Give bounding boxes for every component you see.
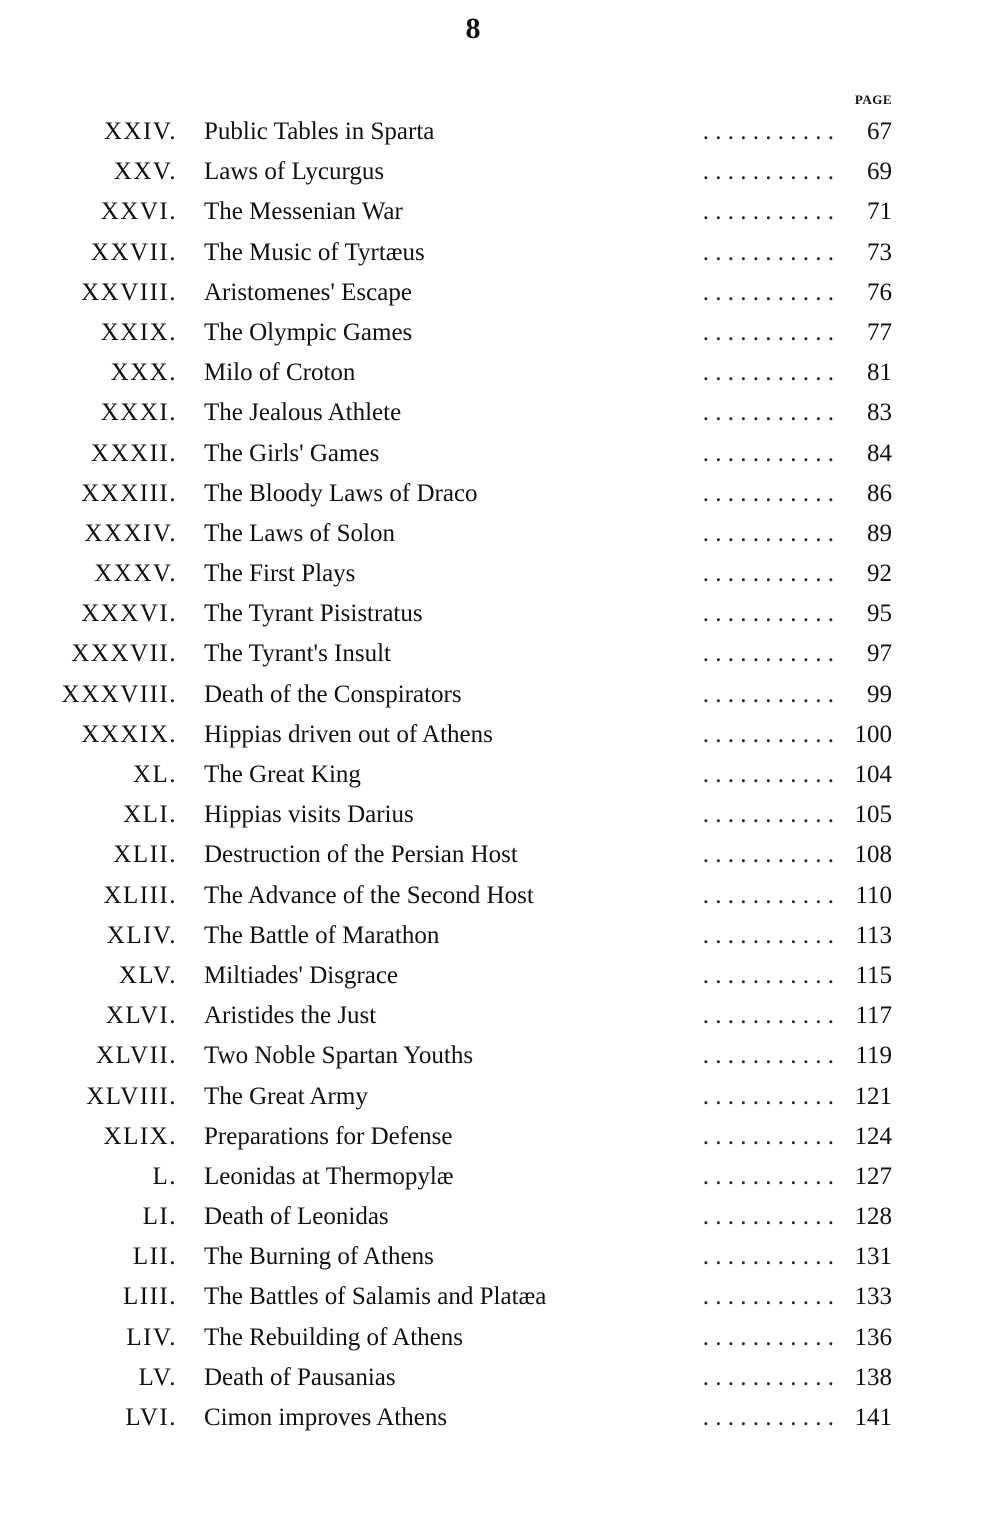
toc-entry: [0, 996, 1000, 1036]
dot-leader: . . . . . . . . . . .: [702, 439, 834, 467]
chapter-page-number: 97: [867, 640, 892, 668]
chapter-title-cell: [204, 1318, 834, 1358]
chapter-number: XXVII.: [90, 238, 177, 266]
chapter-title-cell: [204, 1358, 834, 1398]
toc-entry: [0, 1077, 1000, 1117]
dot-leader: . . . . . . . . . . .: [702, 1243, 834, 1271]
dot-leader: . . . . . . . . . . .: [702, 1404, 834, 1431]
chapter-title-cell: [204, 1398, 834, 1438]
dot-leader: . . . . . . . . . . .: [702, 118, 834, 145]
dot-leader: . . . . . . . . . . .: [702, 761, 834, 788]
chapter-title: The Laws of Solon: [204, 520, 403, 547]
chapter-number: LIII.: [123, 1283, 177, 1311]
chapter-page-number: 138: [854, 1363, 892, 1391]
chapter-title: Cimon improves Athens: [204, 1404, 455, 1431]
chapter-title-cell: [204, 996, 834, 1036]
chapter-title-cell: [204, 876, 834, 916]
toc-entry: [0, 634, 1000, 674]
chapter-number: XLIII.: [103, 881, 177, 909]
chapter-number: LV.: [138, 1363, 177, 1391]
chapter-page-number: 127: [854, 1162, 892, 1190]
chapter-title-cell: [204, 1197, 834, 1237]
chapter-page-number: 108: [854, 841, 892, 869]
toc-entry: [0, 675, 1000, 715]
chapter-number: XXXVIII.: [61, 680, 177, 708]
dot-leader: . . . . . . . . . . .: [702, 961, 834, 989]
toc-entry: [0, 916, 1000, 956]
toc-entry: [0, 755, 1000, 795]
chapter-page-number: 110: [855, 881, 892, 909]
dot-leader: . . . . . . . . . . .: [702, 158, 834, 186]
toc-entry: [0, 353, 1000, 393]
chapter-page-number: 83: [867, 399, 892, 427]
chapter-title-cell: [204, 715, 834, 755]
chapter-title-cell: [204, 313, 834, 353]
dot-leader: . . . . . . . . . . .: [702, 1283, 834, 1311]
chapter-title: Miltiades' Disgrace: [204, 962, 406, 989]
toc-entry: [0, 1197, 1000, 1237]
chapter-title-cell: [204, 192, 834, 232]
toc-entry: [0, 192, 1000, 232]
chapter-page-number: 84: [867, 439, 892, 467]
chapter-title-cell: [204, 1237, 834, 1277]
chapter-title: The Rebuilding of Athens: [204, 1324, 471, 1351]
toc-entry: [0, 112, 1000, 152]
chapter-title-cell: [204, 152, 834, 192]
chapter-page-number: 81: [867, 359, 892, 387]
chapter-page-number: 69: [867, 158, 892, 186]
toc-entry: [0, 434, 1000, 474]
chapter-number: XXIV.: [103, 118, 177, 145]
chapter-title-cell: [204, 112, 834, 152]
dot-leader: . . . . . . . . . . .: [702, 560, 834, 588]
chapter-title: The Bloody Laws of Draco: [204, 480, 486, 507]
dot-leader: . . . . . . . . . . .: [702, 278, 834, 306]
toc-entry: [0, 1117, 1000, 1157]
chapter-title: Death of Pausanias: [204, 1364, 404, 1391]
toc-entry: [0, 956, 1000, 996]
chapter-page-number: 124: [854, 1122, 892, 1150]
chapter-title: Death of the Conspirators: [204, 681, 470, 708]
chapter-title-cell: [204, 514, 834, 554]
chapter-number: XLIV.: [106, 921, 177, 949]
chapter-title: The First Plays: [204, 560, 363, 587]
dot-leader: . . . . . . . . . . .: [702, 1082, 834, 1110]
chapter-title: Laws of Lycurgus: [204, 158, 392, 185]
chapter-title: The Tyrant's Insult: [204, 640, 399, 667]
chapter-title: Hippias driven out of Athens: [204, 721, 501, 748]
chapter-page-number: 76: [867, 278, 892, 306]
chapter-title: Aristomenes' Escape: [204, 279, 420, 306]
chapter-page-number: 136: [854, 1323, 892, 1351]
chapter-number: XLVI.: [105, 1002, 177, 1030]
chapter-title: The Battles of Salamis and Platæa: [204, 1283, 554, 1310]
toc-entry: [0, 876, 1000, 916]
dot-leader: . . . . . . . . . . .: [702, 238, 834, 266]
dot-leader: . . . . . . . . . . .: [702, 359, 834, 387]
table-of-contents: [0, 112, 1000, 1438]
chapter-page-number: 100: [854, 720, 892, 748]
dot-leader: . . . . . . . . . . .: [702, 841, 834, 869]
toc-entry: [0, 835, 1000, 875]
chapter-page-number: 133: [854, 1283, 892, 1311]
dot-leader: . . . . . . . . . . .: [702, 600, 834, 628]
dot-leader: . . . . . . . . . . .: [702, 1323, 834, 1351]
chapter-number: L.: [152, 1162, 177, 1190]
chapter-number: XLVII.: [96, 1042, 177, 1070]
toc-entry: [0, 1277, 1000, 1317]
toc-entry: [0, 715, 1000, 755]
chapter-number: LVI.: [125, 1404, 177, 1431]
toc-entry: [0, 1358, 1000, 1398]
chapter-title-cell: [204, 634, 834, 674]
chapter-title-cell: [204, 1157, 834, 1197]
chapter-number: XXXI.: [100, 399, 177, 427]
dot-leader: . . . . . . . . . . .: [702, 801, 834, 829]
chapter-number: XLV.: [118, 961, 177, 989]
toc-entry: [0, 273, 1000, 313]
chapter-page-number: 73: [867, 238, 892, 266]
chapter-page-number: 119: [855, 1042, 892, 1070]
chapter-number: XLI.: [123, 801, 177, 829]
dot-leader: . . . . . . . . . . .: [702, 198, 834, 226]
chapter-page-number: 89: [867, 519, 892, 547]
chapter-title: The Olympic Games: [204, 319, 420, 346]
toc-entry: [0, 1318, 1000, 1358]
chapter-title-cell: [204, 1077, 834, 1117]
toc-entry: [0, 1157, 1000, 1197]
chapter-title: The Battle of Marathon: [204, 922, 447, 949]
chapter-page-number: 77: [867, 318, 892, 346]
chapter-title: The Jealous Athlete: [204, 399, 409, 426]
chapter-title: The Burning of Athens: [204, 1243, 442, 1270]
chapter-title: Two Noble Spartan Youths: [204, 1042, 481, 1069]
chapter-page-number: 141: [854, 1404, 892, 1431]
dot-leader: . . . . . . . . . . .: [702, 921, 834, 949]
chapter-title-cell: [204, 474, 834, 514]
dot-leader: . . . . . . . . . . .: [702, 1042, 834, 1070]
chapter-title: The Great King: [204, 761, 369, 788]
chapter-number: XLVIII.: [86, 1082, 177, 1110]
chapter-page-number: 86: [867, 479, 892, 507]
chapter-title-cell: [204, 393, 834, 433]
dot-leader: . . . . . . . . . . .: [702, 318, 834, 346]
chapter-number: XLIX.: [103, 1122, 177, 1150]
chapter-title-cell: [204, 755, 834, 795]
toc-entry: [0, 554, 1000, 594]
chapter-number: XXXV.: [94, 560, 177, 588]
chapter-title: The Messenian War: [204, 198, 411, 225]
dot-leader: . . . . . . . . . . .: [702, 1363, 834, 1391]
page-column-header: PAGE: [854, 92, 892, 107]
chapter-number: XXXVII.: [71, 640, 177, 668]
chapter-title-cell: [204, 1277, 834, 1317]
chapter-number: XXV.: [113, 158, 177, 186]
chapter-number: XXXII.: [90, 439, 177, 467]
dot-leader: . . . . . . . . . . .: [702, 1162, 834, 1190]
chapter-page-number: 67: [867, 118, 892, 145]
chapter-title-cell: [204, 1036, 834, 1076]
dot-leader: . . . . . . . . . . .: [702, 680, 834, 708]
dot-leader: . . . . . . . . . . .: [702, 1002, 834, 1030]
toc-entry: [0, 514, 1000, 554]
chapter-title-cell: [204, 233, 834, 273]
chapter-page-number: 104: [854, 761, 892, 788]
chapter-title: Hippias visits Darius: [204, 801, 422, 828]
chapter-number: XLII.: [113, 841, 177, 869]
chapter-page-number: 92: [867, 560, 892, 588]
chapter-number: XL.: [132, 761, 177, 788]
dot-leader: . . . . . . . . . . .: [702, 720, 834, 748]
chapter-title: The Music of Tyrtæus: [204, 239, 433, 266]
chapter-page-number: 115: [855, 961, 892, 989]
chapter-title-cell: [204, 353, 834, 393]
chapter-title-cell: [204, 273, 834, 313]
toc-entry: [0, 152, 1000, 192]
chapter-title-cell: [204, 916, 834, 956]
chapter-number: XXIX.: [100, 318, 177, 346]
chapter-title: Public Tables in Sparta: [204, 118, 442, 145]
chapter-title: Leonidas at Thermopylæ: [204, 1163, 462, 1190]
dot-leader: . . . . . . . . . . .: [702, 1122, 834, 1150]
dot-leader: . . . . . . . . . . .: [702, 479, 834, 507]
toc-entry: [0, 594, 1000, 634]
chapter-title: Death of Leonidas: [204, 1203, 397, 1230]
chapter-title-cell: [204, 1117, 834, 1157]
chapter-number: LIV.: [126, 1323, 177, 1351]
chapter-title-cell: [204, 956, 834, 996]
chapter-title: Milo of Croton: [204, 359, 363, 386]
toc-entry: [0, 313, 1000, 353]
chapter-page-number: 131: [854, 1243, 892, 1271]
toc-entry: [0, 233, 1000, 273]
chapter-title-cell: [204, 795, 834, 835]
dot-leader: . . . . . . . . . . .: [702, 1203, 834, 1231]
chapter-page-number: 117: [855, 1002, 892, 1030]
chapter-title: Destruction of the Persian Host: [204, 841, 526, 868]
chapter-number: XXVIII.: [81, 278, 177, 306]
dot-leader: . . . . . . . . . . .: [702, 640, 834, 668]
chapter-title: Aristides the Just: [204, 1002, 384, 1029]
toc-entry: [0, 795, 1000, 835]
chapter-title: The Tyrant Pisistratus: [204, 600, 431, 627]
chapter-number: XXXIX.: [81, 720, 177, 748]
chapter-page-number: 71: [867, 198, 892, 226]
chapter-number: LII.: [132, 1243, 177, 1271]
toc-entry: [0, 1237, 1000, 1277]
chapter-number: LI.: [142, 1203, 177, 1231]
chapter-title-cell: [204, 835, 834, 875]
chapter-title-cell: [204, 434, 834, 474]
chapter-title: Preparations for Defense: [204, 1123, 461, 1150]
dot-leader: . . . . . . . . . . .: [702, 519, 834, 547]
chapter-title-cell: [204, 675, 834, 715]
chapter-title-cell: [204, 554, 834, 594]
page-number: 8: [465, 12, 481, 45]
chapter-page-number: 95: [867, 600, 892, 628]
chapter-title-cell: [204, 594, 834, 634]
chapter-number: XXXIV.: [84, 519, 177, 547]
chapter-title: The Great Army: [204, 1083, 376, 1110]
chapter-number: XXXVI.: [81, 600, 177, 628]
chapter-title: The Advance of the Second Host: [204, 882, 542, 909]
chapter-title: The Girls' Games: [204, 440, 387, 467]
chapter-page-number: 113: [855, 921, 892, 949]
chapter-page-number: 128: [854, 1203, 892, 1231]
dot-leader: . . . . . . . . . . .: [702, 881, 834, 909]
chapter-number: XXXIII.: [81, 479, 177, 507]
toc-entry: [0, 1398, 1000, 1438]
chapter-page-number: 105: [854, 801, 892, 829]
chapter-page-number: 99: [867, 680, 892, 708]
toc-entry: [0, 393, 1000, 433]
toc-entry: [0, 1036, 1000, 1076]
toc-entry: [0, 474, 1000, 514]
chapter-page-number: 121: [854, 1082, 892, 1110]
chapter-number: XXVI.: [100, 198, 177, 226]
dot-leader: . . . . . . . . . . .: [702, 399, 834, 427]
chapter-number: XXX.: [110, 359, 177, 387]
